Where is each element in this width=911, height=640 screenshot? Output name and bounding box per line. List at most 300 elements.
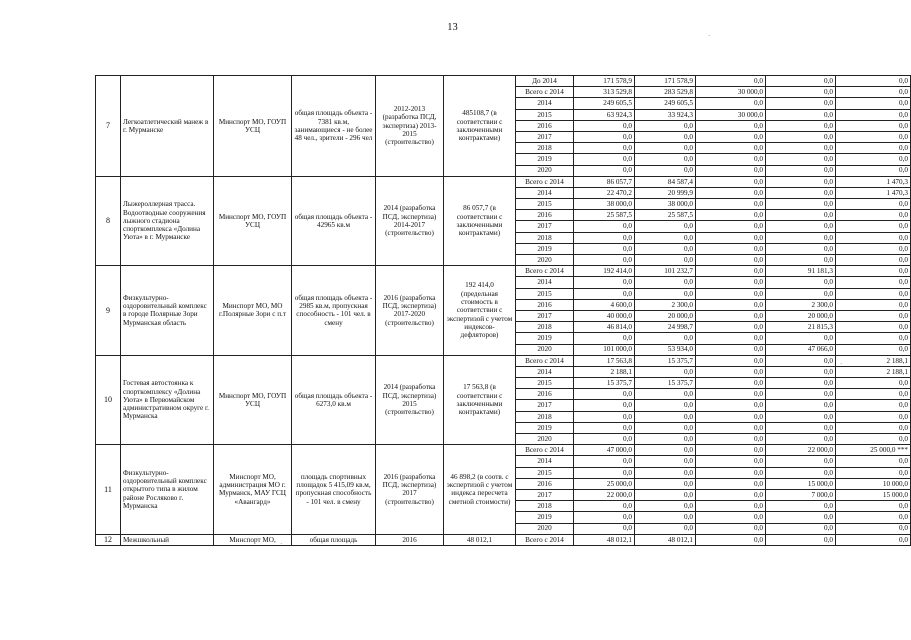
project-customer: Минспорт МО, МО г.Полярные Зори с п.т [214, 266, 292, 356]
amount-cell: 0,0 [696, 467, 766, 478]
amount-cell: 0,0 [574, 434, 635, 445]
amount-cell: 25 587,5 [635, 210, 696, 221]
amount-cell: 0,0 [836, 255, 911, 266]
amount-cell: 0,0 [574, 422, 635, 433]
amount-cell: 0,0 [635, 131, 696, 142]
amount-cell: 0,0 [766, 366, 836, 377]
amount-cell: 25 000,0 *** [836, 445, 911, 456]
amount-cell: 0,0 [696, 288, 766, 299]
amount-cell: 0,0 [836, 310, 911, 321]
amount-cell: 0,0 [574, 131, 635, 142]
amount-cell: 0,0 [635, 288, 696, 299]
year-cell: 2017 [516, 131, 574, 142]
year-cell: Всего с 2014 [516, 445, 574, 456]
year-cell: 2019 [516, 422, 574, 433]
amount-cell: 0,0 [696, 366, 766, 377]
year-cell: 2018 [516, 232, 574, 243]
year-cell: Всего с 2014 [516, 176, 574, 187]
amount-cell: 38 000,0 [574, 199, 635, 210]
year-cell: Всего с 2014 [516, 534, 574, 546]
amount-cell: 0,0 [696, 176, 766, 187]
amount-cell: 0,0 [574, 154, 635, 165]
amount-cell: 0,0 [574, 501, 635, 512]
amount-cell: 0,0 [766, 422, 836, 433]
financing-table [95, 75, 911, 546]
amount-cell: 63 924,3 [574, 109, 635, 120]
amount-cell: 47 000,0 [574, 445, 635, 456]
amount-cell: 0,0 [635, 120, 696, 131]
project-cost: 86 057,7 (в соответствии с заключенными контрактами) [444, 176, 516, 266]
table-row [96, 266, 911, 277]
project-name: Межшкольный [121, 534, 214, 546]
amount-cell: 0,0 [696, 131, 766, 142]
project-cost: 17 563,8 (в соответствии с заключенными контрактами) [444, 355, 516, 445]
amount-cell: 0,0 [696, 120, 766, 131]
project-timeline: 2016 [376, 534, 444, 546]
amount-cell: 0,0 [574, 221, 635, 232]
amount-cell: 192 414,0 [574, 266, 635, 277]
amount-cell: 0,0 [574, 389, 635, 400]
amount-cell: 22 000,0 [574, 489, 635, 500]
amount-cell: 0,0 [635, 456, 696, 467]
amount-cell: 0,0 [766, 355, 836, 366]
amount-cell: 0,0 [836, 400, 911, 411]
amount-cell: 20 000,0 [766, 310, 836, 321]
amount-cell: 15 000,0 [836, 489, 911, 500]
year-cell: 2018 [516, 501, 574, 512]
amount-cell: 0,0 [836, 165, 911, 176]
amount-cell: 0,0 [635, 434, 696, 445]
amount-cell: 0,0 [635, 165, 696, 176]
amount-cell: 25 587,5 [574, 210, 635, 221]
amount-cell: 0,0 [696, 434, 766, 445]
project-customer: Минспорт МО, администрация МО г. Мурманск, МАУ ГСЦ «Авангард» [214, 445, 292, 535]
amount-cell: 22 470,2 [574, 187, 635, 198]
project-capacity: площадь спортивных площадок 5 415,09 кв.м, пропускная способность - 101 чел. в смену [292, 445, 376, 535]
amount-cell: 0,0 [696, 344, 766, 355]
year-cell: 2017 [516, 489, 574, 500]
amount-cell: 171 578,9 [574, 76, 635, 87]
amount-cell: 0,0 [696, 322, 766, 333]
amount-cell: 0,0 [766, 87, 836, 98]
year-cell: До 2014 [516, 76, 574, 87]
project-name: Гостевая автостоянка к спорткомплексу «Долина Уюта» в Первомайском административном округе г. Мурманска [121, 355, 214, 445]
amount-cell: 0,0 [635, 501, 696, 512]
amount-cell: 0,0 [635, 221, 696, 232]
year-cell: 2016 [516, 389, 574, 400]
amount-cell: 0,0 [836, 456, 911, 467]
amount-cell: 0,0 [836, 243, 911, 254]
amount-cell: 0,0 [766, 288, 836, 299]
amount-cell: 0,0 [574, 255, 635, 266]
year-cell: 2014 [516, 277, 574, 288]
year-cell: 2015 [516, 199, 574, 210]
amount-cell: 0,0 [696, 534, 766, 546]
year-cell: 2015 [516, 288, 574, 299]
amount-cell: 38 000,0 [635, 199, 696, 210]
amount-cell: 0,0 [696, 199, 766, 210]
project-cost: 46 898,2 (в соотв. с экспертизой с учетом индекса пересчета сметной стоимости) [444, 445, 516, 535]
amount-cell: 30 000,0 [696, 109, 766, 120]
amount-cell: 0,0 [836, 288, 911, 299]
year-cell: Всего с 2014 [516, 266, 574, 277]
amount-cell: 0,0 [766, 255, 836, 266]
year-cell: 2017 [516, 221, 574, 232]
amount-cell: 0,0 [696, 266, 766, 277]
amount-cell: 0,0 [836, 76, 911, 87]
table-row-partial [96, 534, 911, 546]
project-number: 11 [96, 445, 121, 535]
amount-cell: 0,0 [696, 523, 766, 534]
project-customer: Минспорт МО, ГОУП УСЦ [214, 355, 292, 445]
project-customer: Минспорт МО, [214, 534, 292, 546]
amount-cell: 0,0 [696, 221, 766, 232]
amount-cell: 17 563,8 [574, 355, 635, 366]
year-cell: 2016 [516, 299, 574, 310]
amount-cell: 10 000,0 [836, 478, 911, 489]
year-cell: 2015 [516, 467, 574, 478]
amount-cell: 0,0 [635, 523, 696, 534]
project-timeline: 2016 (разработка ПСД, экспертиза) 2017 (строительство) [376, 445, 444, 535]
amount-cell: 0,0 [574, 456, 635, 467]
scan-speck: · [708, 32, 711, 40]
amount-cell: 25 000,0 [574, 478, 635, 489]
amount-cell: 0,0 [696, 98, 766, 109]
project-capacity: общая площадь объекта - 2985 кв.м, пропускная способность - 101 чел. в смену [292, 266, 376, 356]
amount-cell: 101 000,0 [574, 344, 635, 355]
amount-cell: 0,0 [635, 445, 696, 456]
amount-cell: 0,0 [696, 378, 766, 389]
amount-cell: 0,0 [836, 221, 911, 232]
amount-cell: 0,0 [574, 120, 635, 131]
amount-cell: 283 529,8 [635, 87, 696, 98]
amount-cell: 0,0 [836, 501, 911, 512]
amount-cell: 0,0 [696, 210, 766, 221]
amount-cell: 2 188,1 [836, 355, 911, 366]
amount-cell: 0,0 [696, 154, 766, 165]
project-timeline: 2012-2013 (разработка ПСД, экспертиза) 2013-2015 (строительство) [376, 76, 444, 177]
amount-cell: 0,0 [635, 478, 696, 489]
year-cell: 2020 [516, 165, 574, 176]
amount-cell: 0,0 [836, 87, 911, 98]
amount-cell: 0,0 [635, 255, 696, 266]
amount-cell: 0,0 [574, 523, 635, 534]
amount-cell: 0,0 [836, 523, 911, 534]
project-number: 10 [96, 355, 121, 445]
year-cell: 2015 [516, 109, 574, 120]
amount-cell: 0,0 [766, 467, 836, 478]
amount-cell: 0,0 [766, 232, 836, 243]
amount-cell: 0,0 [766, 378, 836, 389]
amount-cell: 0,0 [766, 210, 836, 221]
amount-cell: 86 057,7 [574, 176, 635, 187]
amount-cell: 249 605,5 [635, 98, 696, 109]
amount-cell: 30 000,0 [696, 87, 766, 98]
amount-cell: 0,0 [574, 143, 635, 154]
amount-cell: 0,0 [766, 400, 836, 411]
year-cell: 2014 [516, 98, 574, 109]
project-capacity: общая площадь объекта - 7381 кв.м, занимающиеся - не более 48 чел., зрители - 296 чел [292, 76, 376, 177]
amount-cell: 0,0 [836, 199, 911, 210]
amount-cell: 101 232,7 [635, 266, 696, 277]
amount-cell: 0,0 [574, 512, 635, 523]
year-cell: 2017 [516, 400, 574, 411]
amount-cell: 0,0 [574, 333, 635, 344]
project-number: 9 [96, 266, 121, 356]
amount-cell: 0,0 [696, 400, 766, 411]
amount-cell: 0,0 [696, 478, 766, 489]
table-row [96, 355, 911, 366]
amount-cell: 0,0 [696, 187, 766, 198]
amount-cell: 0,0 [836, 299, 911, 310]
amount-cell: 0,0 [766, 187, 836, 198]
year-cell: 2016 [516, 210, 574, 221]
amount-cell: 0,0 [836, 98, 911, 109]
amount-cell: 0,0 [635, 232, 696, 243]
amount-cell: 0,0 [696, 489, 766, 500]
amount-cell: 91 181,3 [766, 266, 836, 277]
year-cell: 2016 [516, 120, 574, 131]
amount-cell: 0,0 [766, 389, 836, 400]
amount-cell: 2 188,1 [836, 366, 911, 377]
amount-cell: 15 375,7 [635, 378, 696, 389]
amount-cell: 47 066,0 [766, 344, 836, 355]
year-cell: 2019 [516, 154, 574, 165]
amount-cell: 0,0 [836, 534, 911, 546]
amount-cell: 0,0 [635, 512, 696, 523]
year-cell: 2020 [516, 523, 574, 534]
amount-cell: 0,0 [766, 76, 836, 87]
amount-cell: 40 000,0 [574, 310, 635, 321]
amount-cell: 0,0 [766, 199, 836, 210]
amount-cell: 0,0 [766, 165, 836, 176]
amount-cell: 0,0 [836, 210, 911, 221]
year-cell: Всего с 2014 [516, 355, 574, 366]
amount-cell: 0,0 [836, 277, 911, 288]
amount-cell: 0,0 [696, 501, 766, 512]
amount-cell: 0,0 [574, 288, 635, 299]
project-name: Физкультурно-оздоровительный комплекс открытого типа в жилом районе Росляково г. Мурманска [121, 445, 214, 535]
amount-cell: 0,0 [635, 400, 696, 411]
amount-cell: 1 470,3 [836, 176, 911, 187]
amount-cell: 0,0 [635, 243, 696, 254]
year-cell: 2014 [516, 366, 574, 377]
project-customer: Минспорт МО, ГОУП УСЦ [214, 176, 292, 266]
year-cell: 2020 [516, 344, 574, 355]
amount-cell: 0,0 [836, 434, 911, 445]
amount-cell: 0,0 [696, 277, 766, 288]
scan-speck: · [840, 360, 843, 368]
amount-cell: 0,0 [635, 389, 696, 400]
project-timeline: 2014 (разработка ПСД, экспертиза) 2014-2017 (строительство) [376, 176, 444, 266]
amount-cell: 0,0 [836, 120, 911, 131]
scan-speck: · [280, 540, 283, 548]
amount-cell: 0,0 [836, 411, 911, 422]
year-cell: 2014 [516, 187, 574, 198]
amount-cell: 0,0 [836, 131, 911, 142]
amount-cell: 0,0 [766, 154, 836, 165]
year-cell: 2018 [516, 143, 574, 154]
amount-cell: 20 000,0 [635, 310, 696, 321]
amount-cell: 0,0 [574, 243, 635, 254]
year-cell: 2015 [516, 378, 574, 389]
amount-cell: 0,0 [766, 512, 836, 523]
year-cell: 2017 [516, 310, 574, 321]
amount-cell: 0,0 [766, 221, 836, 232]
table-row [96, 76, 911, 87]
amount-cell: 0,0 [836, 232, 911, 243]
amount-cell: 0,0 [696, 143, 766, 154]
amount-cell: 0,0 [766, 456, 836, 467]
amount-cell: 15 375,7 [574, 378, 635, 389]
project-cost: 48 012,1 [444, 534, 516, 546]
project-timeline: 2016 (разработка ПСД, экспертиза) 2017-2020 (строительство) [376, 266, 444, 356]
project-number: 12 [96, 534, 121, 546]
amount-cell: 0,0 [766, 277, 836, 288]
amount-cell: 0,0 [696, 333, 766, 344]
project-name: Лыжероллерная трасса. Водоотводные сооружения лыжного стадиона спорткомплекса «Долина Уюта» в г. Мурманске [121, 176, 214, 266]
amount-cell: 0,0 [766, 523, 836, 534]
year-cell: 2019 [516, 512, 574, 523]
project-capacity: общая площадь [292, 534, 376, 546]
amount-cell: 249 605,5 [574, 98, 635, 109]
amount-cell: 0,0 [574, 232, 635, 243]
amount-cell: 0,0 [635, 467, 696, 478]
amount-cell: 0,0 [696, 411, 766, 422]
project-number: 8 [96, 176, 121, 266]
amount-cell: 0,0 [696, 165, 766, 176]
amount-cell: 0,0 [836, 512, 911, 523]
amount-cell: 0,0 [766, 131, 836, 142]
project-number: 7 [96, 76, 121, 177]
amount-cell: 0,0 [766, 176, 836, 187]
year-cell: 2020 [516, 255, 574, 266]
amount-cell: 0,0 [766, 243, 836, 254]
amount-cell: 0,0 [696, 355, 766, 366]
amount-cell: 0,0 [574, 277, 635, 288]
amount-cell: 53 934,0 [635, 344, 696, 355]
amount-cell: 0,0 [635, 422, 696, 433]
amount-cell: 20 999,9 [635, 187, 696, 198]
project-name: Легкоатлетический манеж в г. Мурманске [121, 76, 214, 177]
amount-cell: 0,0 [766, 534, 836, 546]
amount-cell: 0,0 [766, 333, 836, 344]
amount-cell: 0,0 [696, 389, 766, 400]
amount-cell: 0,0 [574, 411, 635, 422]
amount-cell: 0,0 [635, 333, 696, 344]
amount-cell: 0,0 [766, 501, 836, 512]
amount-cell: 0,0 [574, 165, 635, 176]
year-cell: 2018 [516, 322, 574, 333]
amount-cell: 0,0 [836, 266, 911, 277]
project-timeline: 2014 (разработка ПСД, экспертиза) 2015 (строительство) [376, 355, 444, 445]
amount-cell: 0,0 [766, 411, 836, 422]
amount-cell: 15 000,0 [766, 478, 836, 489]
amount-cell: 0,0 [696, 232, 766, 243]
amount-cell: 0,0 [836, 154, 911, 165]
amount-cell: 0,0 [696, 512, 766, 523]
amount-cell: 46 814,0 [574, 322, 635, 333]
amount-cell: 0,0 [696, 255, 766, 266]
amount-cell: 0,0 [635, 143, 696, 154]
year-cell: 2018 [516, 411, 574, 422]
amount-cell: 2 300,0 [766, 299, 836, 310]
year-cell: 2019 [516, 333, 574, 344]
amount-cell: 0,0 [836, 378, 911, 389]
amount-cell: 0,0 [836, 333, 911, 344]
amount-cell: 0,0 [766, 434, 836, 445]
amount-cell: 0,0 [696, 445, 766, 456]
amount-cell: 0,0 [836, 143, 911, 154]
amount-cell: 0,0 [635, 277, 696, 288]
amount-cell: 24 998,7 [635, 322, 696, 333]
project-customer: Минспорт МО, ГОУП УСЦ [214, 76, 292, 177]
table-body [96, 76, 911, 546]
amount-cell: 0,0 [836, 109, 911, 120]
table-row [96, 176, 911, 187]
amount-cell: 21 815,3 [766, 322, 836, 333]
amount-cell: 0,0 [836, 422, 911, 433]
amount-cell: 15 375,7 [635, 355, 696, 366]
amount-cell: 0,0 [574, 467, 635, 478]
year-cell: 2020 [516, 434, 574, 445]
amount-cell: 84 587,4 [635, 176, 696, 187]
amount-cell: 0,0 [766, 143, 836, 154]
amount-cell: 0,0 [696, 243, 766, 254]
amount-cell: 0,0 [635, 411, 696, 422]
amount-cell: 33 924,3 [635, 109, 696, 120]
amount-cell: 0,0 [696, 456, 766, 467]
project-name: Физкультурно-оздоровительный комплекс в городе Полярные Зори Мурманская область [121, 266, 214, 356]
amount-cell: 2 188,1 [574, 366, 635, 377]
amount-cell: 22 000,0 [766, 445, 836, 456]
page-number: 13 [447, 22, 458, 33]
amount-cell: 7 000,0 [766, 489, 836, 500]
project-cost: 192 414,0 (предельная стоимость в соответствии с экспертизой с учетом индексов-дефляторов) [444, 266, 516, 356]
amount-cell: 0,0 [836, 467, 911, 478]
amount-cell: 0,0 [836, 322, 911, 333]
year-cell: 2014 [516, 456, 574, 467]
amount-cell: 171 578,9 [635, 76, 696, 87]
amount-cell: 0,0 [635, 366, 696, 377]
amount-cell: 0,0 [696, 310, 766, 321]
amount-cell: 0,0 [574, 400, 635, 411]
project-capacity: общая площадь объекта - 42965 кв.м [292, 176, 376, 266]
amount-cell: 0,0 [836, 389, 911, 400]
amount-cell: 1 470,3 [836, 187, 911, 198]
amount-cell: 4 600,0 [574, 299, 635, 310]
amount-cell: 48 012,1 [635, 534, 696, 546]
amount-cell: 48 012,1 [574, 534, 635, 546]
amount-cell: 0,0 [696, 76, 766, 87]
amount-cell: 2 300,0 [635, 299, 696, 310]
amount-cell: 0,0 [766, 120, 836, 131]
project-capacity: общая площадь объекта - 6273,0 кв.м [292, 355, 376, 445]
table-row [96, 445, 911, 456]
year-cell: 2016 [516, 478, 574, 489]
amount-cell: 0,0 [836, 344, 911, 355]
year-cell: 2019 [516, 243, 574, 254]
year-cell: Всего с 2014 [516, 87, 574, 98]
amount-cell: 0,0 [766, 98, 836, 109]
amount-cell: 313 529,8 [574, 87, 635, 98]
amount-cell: 0,0 [635, 154, 696, 165]
project-cost: 485108,7 (в соответствии с заключенными контрактами) [444, 76, 516, 177]
amount-cell: 0,0 [766, 109, 836, 120]
amount-cell: 0,0 [696, 299, 766, 310]
amount-cell: 0,0 [696, 422, 766, 433]
amount-cell: 0,0 [635, 489, 696, 500]
